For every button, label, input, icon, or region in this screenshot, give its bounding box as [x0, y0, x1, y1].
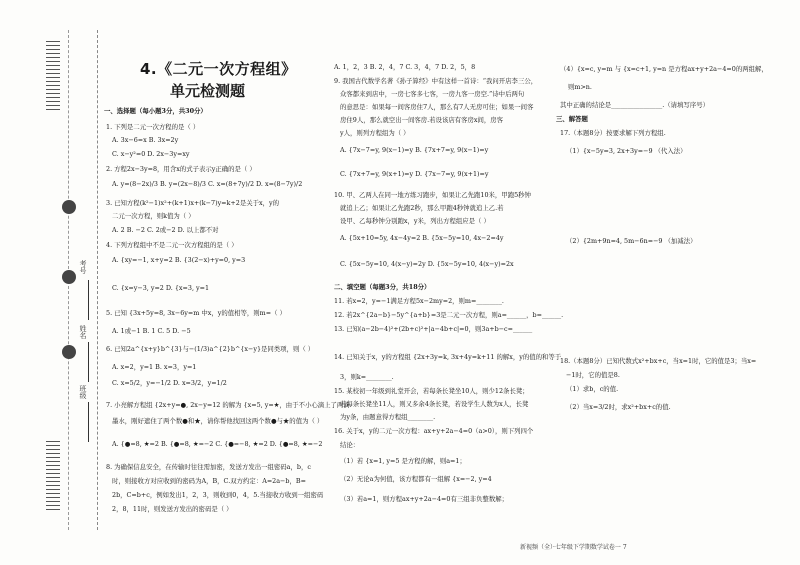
question-line: 3，则k=________. — [340, 373, 394, 381]
question-line: 9. 我国古代数学名著《孙子算经》中有这样一首诗：“我问开店李三公， — [334, 77, 538, 85]
question-line: 3. 已知方程(k²−1)x²+(k+1)x+(k−7)y=k+2是关于x，y的 — [106, 199, 279, 207]
question-line: 12. 若2x^{2a−b}−5y^{a+b}=3是二元一次方程，则a=______，b=______. — [334, 311, 564, 319]
question-line: −1时，它的值是8. — [566, 371, 620, 379]
question-line: （1）求b，c的值. — [566, 385, 619, 393]
question-line: y人，则列方程组为（ ） — [340, 129, 410, 137]
question-line: 11. 若x=2，y=−1满足方程5x−2my=2，则m=________. — [334, 297, 504, 305]
question-line: A. {7x−7=y, 9(x−1)=y B. {7x+7=y, 9(x−1)=y — [340, 146, 489, 154]
question-line: 18.（本题8分）已知代数式x²+bx+c，当x=1时，它的值是3；当x= — [560, 357, 757, 365]
question-line: 结论： — [340, 441, 360, 449]
section-heading-choice: 一、选择题（每小题3分，共30分） — [104, 107, 207, 115]
question-line: A. 1或−1 B. 1 C. 5 D. −5 — [112, 327, 191, 335]
question-line: 墨水，刚好遮住了两个数●和★，请你帮他找回这两个数●与★的值为（ ） — [112, 417, 324, 425]
question-line: 若每条长凳坐11人，则又多余4条长凳，若设学生人数为x人，长凳 — [340, 400, 529, 408]
question-line: 17.（本题8分）按要求解下列方程组. — [560, 129, 666, 137]
banji-line — [88, 402, 89, 442]
binding-stripe — [46, 440, 60, 510]
binding-hole-icon — [62, 345, 76, 359]
xingming-label: 姓名 — [79, 325, 87, 339]
section-heading-answer: 三、解答题 — [556, 115, 588, 123]
binding-strip — [40, 30, 98, 530]
question-line: A. 2 B. −2 C. 2或−2 D. 以上都不对 — [112, 226, 219, 234]
question-line: 16. 关于x，y的二元一次方程：ax+y+2a−4=0（a>0），则下列四个 — [334, 427, 534, 435]
question-line: A. x=2，y=1 B. x=3，y=1 — [112, 363, 197, 371]
question-line: 房住9人，那么就空出一间客房.若设该店有客房x间，房客 — [340, 116, 504, 124]
question-line: 6. 已知2a^{x+y}b^{3}与−(1/3)a^{2}b^{x−y}是同类项，则（ ） — [106, 345, 315, 353]
question-line: 2. 方程2x−3y=8，用含x的式子表示y正确的是（ ） — [106, 165, 256, 173]
page-subtitle: 单元检测题 — [170, 82, 246, 100]
question-line: C. x=5/2，y=−1/2 D. x=3/2，y=1/2 — [112, 379, 227, 387]
question-line: 时，则接收方对应收到的密码为A，B，C.双方约定：A=2a−b，B= — [112, 477, 306, 485]
question-line: C. x−y²=0 D. 2x−3y=xy — [112, 150, 190, 158]
question-line: 13. 已知(a−2b−4)²+(2b+c)²+|a−4b+c|=0，则3a+b−c=______ — [334, 325, 533, 333]
binding-hole-icon — [62, 270, 76, 284]
question-line: 为y条，由题意得方程组________. — [340, 413, 436, 421]
question-line: 4. 下列方程组中不是二元一次方程组的是（ ） — [106, 241, 238, 249]
question-line: （2）无论a为何值，该方程都有一组解 {x=−2, y=4 — [340, 475, 492, 483]
question-line: 8. 为确保信息安全，在传输时往往需加密，发送方发出一组密码a，b，c — [106, 463, 311, 471]
question-line: C. {7x+7=y, 9(x+1)=y D. {7x−7=y, 9(x+1)=y — [340, 170, 489, 178]
banji-label: 班级 — [79, 385, 87, 399]
question-line: A. {●=8, ★=2 B. {●=8, ★=−2 C. {●=−8, ★=2 D. {●=8, ★=−2 — [112, 440, 323, 448]
question-line: 二元一次方程，则k值为（ ） — [112, 212, 195, 220]
page-footer: 新视频（全）·七年级下学期数学试卷一 7 — [520, 544, 627, 551]
question-line: 的意思是：如果每一间客房住7人，那么有7人无房可住；如果一间客 — [340, 103, 534, 111]
kaohao-line — [88, 280, 89, 320]
question-line: 2b，C=b+c，例如发出1，2，3，则收到0，4，5.当接收方收到一组密码 — [112, 491, 324, 499]
question-line: 则m>n. — [568, 83, 592, 91]
kaohao-label: 考号 — [79, 260, 87, 274]
question-line: A. 3x−6=x B. 3x=2y — [112, 136, 179, 144]
question-line: （2）{2m+9n=4, 5m−6n=−9 （加减法） — [566, 237, 697, 245]
question-line: （1）{x−5y=3, 2x+3y=−9 （代入法） — [566, 147, 687, 155]
question-line: A. y=(8−2x)/3 B. y=(2x−8)/3 C. x=(8+7y)/2 D. x=(8−7y)/2 — [112, 180, 303, 188]
section-heading-fill: 二、填空题（每题3分，共18分） — [334, 283, 431, 291]
question-line: 设甲、乙每秒钟分别跑x，y米，列出方程组应是（ ） — [340, 217, 490, 225]
question-line: 10. 甲、乙两人在同一地方练习跑步，如果让乙先跑10米，甲跑5秒钟 — [334, 191, 531, 199]
question-line: 2，8，11时，则发送方发出的密码是（ ） — [112, 505, 233, 513]
question-line: C. {5x−5y=10, 4(x−y)=2y D. {5x−5y=10, 4(x−y)=2x — [340, 260, 514, 268]
question-line: 就追上乙；如果让乙先跑2秒，那么甲跑4秒钟就追上乙.若 — [340, 204, 504, 212]
question-line: 其中正确的结论是________________.（请填写序号） — [560, 101, 710, 109]
question-line: 7. 小亮解方程组 {2x+y=●, 2x−y=12 的解为 {x=5, y=★，由于不小心滴上了两滴 — [106, 401, 350, 409]
question-line: A. {xy=−1, x+y=2 B. {3(2−x)+y=0, y=3 — [112, 256, 246, 264]
question-line: 15. 某校初一年级到礼堂开会，若每条长凳坐10人，则少12条长凳； — [334, 387, 529, 395]
question-line: （4）{x=c, y=m 与 {x=c+1, y=n 是方程ax+y+2a−4=0的两组解， — [560, 65, 768, 73]
binding-hole-icon — [62, 200, 76, 214]
question-line: 14. 已知关于x，y的方程组 {2x+3y=k, 3x+4y=k+11 的解x，y的值的和等于 — [334, 353, 562, 361]
page-title: 4.《二元一次方程组》 — [140, 60, 297, 78]
question-line: A. {5x+10=5y, 4x−4y=2 B. {5x−5y=10, 4x−2=4y — [340, 234, 504, 242]
question-line: （3）若a=1，则方程ax+y+2a−4=0有三组非负整数解； — [340, 495, 508, 503]
question-line: C. {x=y−3, y=2 D. {x=3, y=1 — [112, 284, 210, 292]
xingming-line — [88, 342, 89, 382]
question-line: （2）当x=3/2时，求x²+bx+c的值. — [566, 403, 671, 411]
binding-stripe — [46, 40, 60, 110]
question-line: 众客都来到店中，一房七客多七客，一房九客一房空.”诗中后两句 — [340, 90, 525, 98]
question-line: （1）若 {x=1, y=5 是方程的解，则a=1； — [340, 457, 466, 465]
question-line: A. 1，2，3 B. 2，4，7 C. 3，4，7 D. 2，5，8 — [334, 63, 476, 71]
question-line: 5. 已知 {3x+5y=8, 3x−6y=m 中x，y的值相等，则m=（ ） — [106, 309, 286, 317]
question-line: 1. 下列是二元一次方程的是（ ） — [106, 123, 200, 131]
